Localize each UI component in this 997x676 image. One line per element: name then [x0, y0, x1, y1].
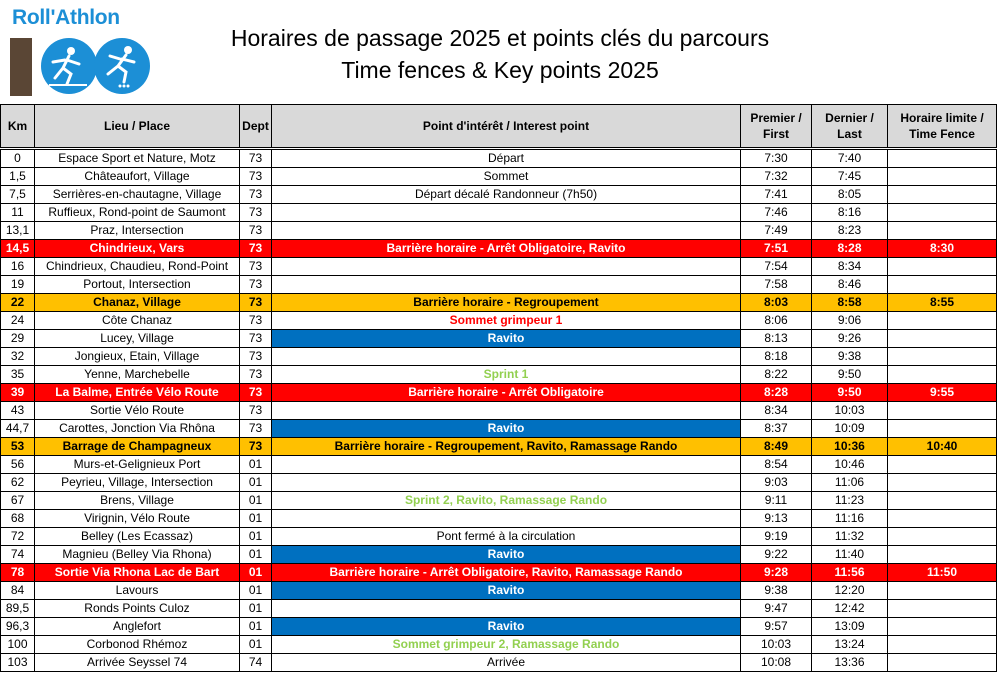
header-dept: Dept	[240, 105, 272, 149]
cell-interest: Barrière horaire - Regroupement	[272, 294, 741, 312]
cell-interest: Pont fermé à la circulation	[272, 528, 741, 546]
cell-interest: Sommet	[272, 168, 741, 186]
table-row	[1, 168, 997, 186]
cell-fence	[888, 276, 997, 294]
cell-fence	[888, 312, 997, 330]
header-interest: Point d'intérêt / Interest point	[272, 105, 741, 149]
cell-interest: Ravito	[272, 582, 741, 600]
header-fence: Horaire limite / Time Fence	[888, 105, 997, 149]
cell-interest: Ravito	[272, 420, 741, 438]
cell-interest	[272, 474, 741, 492]
cell-fence	[888, 474, 997, 492]
table-row	[1, 384, 997, 402]
cell-interest	[272, 348, 741, 366]
cell-dept: 73	[240, 168, 272, 186]
cell-place: Arrivée Seyssel 74	[35, 654, 240, 672]
cell-last: 11:16	[812, 510, 888, 528]
cell-fence	[888, 420, 997, 438]
table-header-row	[1, 105, 997, 149]
cell-first: 7:30	[741, 149, 812, 168]
cell-last: 9:06	[812, 312, 888, 330]
cell-last: 12:20	[812, 582, 888, 600]
schedule-table	[0, 104, 997, 672]
cell-last: 8:34	[812, 258, 888, 276]
cell-fence	[888, 204, 997, 222]
cell-interest	[272, 402, 741, 420]
cell-km: 13,1	[1, 222, 35, 240]
cell-place: Praz, Intersection	[35, 222, 240, 240]
cell-km: 43	[1, 402, 35, 420]
cell-place: Sortie Vélo Route	[35, 402, 240, 420]
table-row	[1, 564, 997, 582]
cell-last: 7:40	[812, 149, 888, 168]
cell-fence	[888, 582, 997, 600]
cell-interest: Barrière horaire - Arrêt Obligatoire, Ravito, Ramassage Rando	[272, 564, 741, 582]
cell-last: 9:50	[812, 366, 888, 384]
cell-km: 84	[1, 582, 35, 600]
cell-place: Lavours	[35, 582, 240, 600]
cell-first: 9:28	[741, 564, 812, 582]
cell-last: 8:58	[812, 294, 888, 312]
cell-interest: Sommet grimpeur 1	[272, 312, 741, 330]
cell-interest: Sprint 2, Ravito, Ramassage Rando	[272, 492, 741, 510]
cell-last: 12:42	[812, 600, 888, 618]
cell-last: 10:36	[812, 438, 888, 456]
table-row	[1, 438, 997, 456]
cell-first: 8:54	[741, 456, 812, 474]
cell-interest: Ravito	[272, 330, 741, 348]
cell-fence	[888, 654, 997, 672]
cell-km: 68	[1, 510, 35, 528]
cell-first: 8:28	[741, 384, 812, 402]
cell-interest	[272, 222, 741, 240]
cell-km: 78	[1, 564, 35, 582]
cell-place: Brens, Village	[35, 492, 240, 510]
cell-interest: Sommet grimpeur 2, Ramassage Rando	[272, 636, 741, 654]
cell-last: 9:26	[812, 330, 888, 348]
cell-last: 11:32	[812, 528, 888, 546]
cell-place: Espace Sport et Nature, Motz	[35, 149, 240, 168]
cell-km: 16	[1, 258, 35, 276]
cell-dept: 73	[240, 204, 272, 222]
cell-last: 10:09	[812, 420, 888, 438]
cell-place: Magnieu (Belley Via Rhona)	[35, 546, 240, 564]
cell-dept: 73	[240, 384, 272, 402]
table-row	[1, 276, 997, 294]
cell-fence	[888, 546, 997, 564]
cell-place: Portout, Intersection	[35, 276, 240, 294]
cell-dept: 73	[240, 420, 272, 438]
table-row	[1, 186, 997, 204]
cell-fence	[888, 149, 997, 168]
table-row	[1, 149, 997, 168]
rollathlon-logo	[4, 4, 154, 100]
cell-km: 35	[1, 366, 35, 384]
cell-first: 9:57	[741, 618, 812, 636]
cell-fence	[888, 330, 997, 348]
cell-first: 8:18	[741, 348, 812, 366]
cell-km: 11	[1, 204, 35, 222]
cell-last: 8:16	[812, 204, 888, 222]
cell-first: 7:41	[741, 186, 812, 204]
cell-dept: 01	[240, 474, 272, 492]
cell-place: Virignin, Vélo Route	[35, 510, 240, 528]
cell-dept: 01	[240, 582, 272, 600]
page-title: Horaires de passage 2025 et points clés du parcours	[230, 25, 770, 51]
cell-fence: 10:40	[888, 438, 997, 456]
table-row	[1, 492, 997, 510]
cell-first: 7:32	[741, 168, 812, 186]
cell-km: 7,5	[1, 186, 35, 204]
cell-first: 7:54	[741, 258, 812, 276]
cell-km: 0	[1, 149, 35, 168]
cell-interest: Barrière horaire - Regroupement, Ravito, Ramassage Rando	[272, 438, 741, 456]
cell-interest: Sprint 1	[272, 366, 741, 384]
cell-last: 11:56	[812, 564, 888, 582]
cell-fence: 8:55	[888, 294, 997, 312]
cell-fence	[888, 636, 997, 654]
cell-dept: 73	[240, 294, 272, 312]
cell-place: Ronds Points Culoz	[35, 600, 240, 618]
logo-skier-circle-icon	[41, 38, 97, 94]
cell-last: 10:46	[812, 456, 888, 474]
cell-dept: 01	[240, 564, 272, 582]
cell-km: 32	[1, 348, 35, 366]
cell-last: 8:05	[812, 186, 888, 204]
cell-dept: 01	[240, 492, 272, 510]
cell-dept: 74	[240, 654, 272, 672]
cell-dept: 73	[240, 258, 272, 276]
cell-interest: Barrière horaire - Arrêt Obligatoire, Ravito	[272, 240, 741, 258]
cell-interest: Arrivée	[272, 654, 741, 672]
cell-place: Ruffieux, Rond-point de Saumont	[35, 204, 240, 222]
cell-dept: 73	[240, 348, 272, 366]
cell-fence	[888, 618, 997, 636]
cell-interest	[272, 204, 741, 222]
cell-dept: 73	[240, 438, 272, 456]
cell-interest	[272, 456, 741, 474]
cell-first: 9:11	[741, 492, 812, 510]
cell-dept: 01	[240, 600, 272, 618]
cell-fence	[888, 258, 997, 276]
cell-first: 8:34	[741, 402, 812, 420]
cell-first: 10:03	[741, 636, 812, 654]
cell-km: 29	[1, 330, 35, 348]
cell-dept: 73	[240, 366, 272, 384]
cell-km: 14,5	[1, 240, 35, 258]
cell-first: 10:08	[741, 654, 812, 672]
cell-first: 8:13	[741, 330, 812, 348]
cell-fence	[888, 366, 997, 384]
table-row	[1, 240, 997, 258]
cell-first: 8:49	[741, 438, 812, 456]
cell-place: Châteaufort, Village	[35, 168, 240, 186]
table-row	[1, 456, 997, 474]
table-row	[1, 474, 997, 492]
cell-place: Anglefort	[35, 618, 240, 636]
cell-km: 62	[1, 474, 35, 492]
cell-place: Chindrieux, Chaudieu, Rond-Point	[35, 258, 240, 276]
cell-last: 11:23	[812, 492, 888, 510]
cell-dept: 73	[240, 240, 272, 258]
cell-fence	[888, 402, 997, 420]
cell-place: Belley (Les Ecassaz)	[35, 528, 240, 546]
cell-fence	[888, 600, 997, 618]
cell-dept: 73	[240, 186, 272, 204]
table-row	[1, 654, 997, 672]
cell-interest: Ravito	[272, 546, 741, 564]
cell-km: 53	[1, 438, 35, 456]
cell-place: Carottes, Jonction Via Rhôna	[35, 420, 240, 438]
table-row	[1, 600, 997, 618]
cell-first: 9:19	[741, 528, 812, 546]
cell-place: Chanaz, Village	[35, 294, 240, 312]
cell-place: Serrières-en-chautagne, Village	[35, 186, 240, 204]
cell-place: La Balme, Entrée Vélo Route	[35, 384, 240, 402]
cell-km: 67	[1, 492, 35, 510]
cell-fence	[888, 222, 997, 240]
cell-interest	[272, 276, 741, 294]
cell-interest: Barrière horaire - Arrêt Obligatoire	[272, 384, 741, 402]
cell-place: Peyrieu, Village, Intersection	[35, 474, 240, 492]
header-first: Premier / First	[741, 105, 812, 149]
cell-first: 8:03	[741, 294, 812, 312]
cell-last: 13:09	[812, 618, 888, 636]
cell-last: 11:40	[812, 546, 888, 564]
table-row	[1, 222, 997, 240]
cell-dept: 73	[240, 312, 272, 330]
table-row	[1, 330, 997, 348]
logo-digit-one	[10, 38, 32, 96]
cell-last: 8:28	[812, 240, 888, 258]
cell-km: 44,7	[1, 420, 35, 438]
cell-first: 9:03	[741, 474, 812, 492]
cell-fence	[888, 168, 997, 186]
cell-km: 89,5	[1, 600, 35, 618]
cell-first: 7:49	[741, 222, 812, 240]
header-place: Lieu / Place	[35, 105, 240, 149]
cell-dept: 73	[240, 330, 272, 348]
cell-interest: Départ	[272, 149, 741, 168]
cell-fence	[888, 510, 997, 528]
cell-fence: 11:50	[888, 564, 997, 582]
cell-interest: Ravito	[272, 618, 741, 636]
cell-dept: 73	[240, 222, 272, 240]
cell-last: 8:46	[812, 276, 888, 294]
cell-last: 11:06	[812, 474, 888, 492]
cell-first: 9:22	[741, 546, 812, 564]
cell-dept: 01	[240, 528, 272, 546]
cell-interest	[272, 600, 741, 618]
table-row	[1, 510, 997, 528]
cell-place: Jongieux, Etain, Village	[35, 348, 240, 366]
cell-fence	[888, 186, 997, 204]
cell-km: 74	[1, 546, 35, 564]
cell-place: Lucey, Village	[35, 330, 240, 348]
cell-fence: 9:55	[888, 384, 997, 402]
table-row	[1, 348, 997, 366]
cell-dept: 73	[240, 149, 272, 168]
cell-place: Barrage de Champagneux	[35, 438, 240, 456]
table-row	[1, 402, 997, 420]
cell-fence	[888, 456, 997, 474]
cell-fence: 8:30	[888, 240, 997, 258]
cell-last: 10:03	[812, 402, 888, 420]
cell-km: 39	[1, 384, 35, 402]
cell-km: 19	[1, 276, 35, 294]
cell-dept: 01	[240, 510, 272, 528]
cell-first: 7:46	[741, 204, 812, 222]
cell-place: Côte Chanaz	[35, 312, 240, 330]
cell-km: 96,3	[1, 618, 35, 636]
cell-dept: 73	[240, 276, 272, 294]
cell-km: 100	[1, 636, 35, 654]
cell-last: 7:45	[812, 168, 888, 186]
table-row	[1, 528, 997, 546]
cell-fence	[888, 492, 997, 510]
cell-place: Chindrieux, Vars	[35, 240, 240, 258]
page-subtitle: Time fences & Key points 2025	[341, 57, 659, 83]
cell-first: 8:22	[741, 366, 812, 384]
table-row	[1, 582, 997, 600]
cell-km: 1,5	[1, 168, 35, 186]
cell-fence	[888, 528, 997, 546]
cell-place: Yenne, Marchebelle	[35, 366, 240, 384]
cell-interest: Départ décalé Randonneur (7h50)	[272, 186, 741, 204]
table-row	[1, 636, 997, 654]
cell-first: 9:13	[741, 510, 812, 528]
table-row	[1, 546, 997, 564]
cell-interest	[272, 510, 741, 528]
cell-km: 22	[1, 294, 35, 312]
cell-fence	[888, 348, 997, 366]
header-last: Dernier / Last	[812, 105, 888, 149]
cell-km: 72	[1, 528, 35, 546]
cell-first: 8:37	[741, 420, 812, 438]
cell-first: 7:58	[741, 276, 812, 294]
cell-interest	[272, 258, 741, 276]
cell-dept: 01	[240, 546, 272, 564]
cell-dept: 73	[240, 402, 272, 420]
table-row	[1, 618, 997, 636]
cell-dept: 01	[240, 618, 272, 636]
cell-last: 9:38	[812, 348, 888, 366]
cell-first: 8:06	[741, 312, 812, 330]
cell-km: 24	[1, 312, 35, 330]
cell-first: 9:47	[741, 600, 812, 618]
header-km: Km	[1, 105, 35, 149]
cell-last: 13:36	[812, 654, 888, 672]
cell-dept: 01	[240, 636, 272, 654]
table-row	[1, 366, 997, 384]
cell-last: 9:50	[812, 384, 888, 402]
table-row	[1, 204, 997, 222]
cell-place: Corbonod Rhémoz	[35, 636, 240, 654]
table-row	[1, 258, 997, 276]
cell-first: 9:38	[741, 582, 812, 600]
cell-km: 103	[1, 654, 35, 672]
table-row	[1, 312, 997, 330]
cell-km: 56	[1, 456, 35, 474]
cell-first: 7:51	[741, 240, 812, 258]
cell-place: Sortie Via Rhona Lac de Bart	[35, 564, 240, 582]
table-row	[1, 294, 997, 312]
logo-text: Roll'Athlon	[12, 6, 120, 29]
cell-last: 8:23	[812, 222, 888, 240]
cell-dept: 01	[240, 456, 272, 474]
cell-last: 13:24	[812, 636, 888, 654]
table-row	[1, 420, 997, 438]
logo-skater-circle-icon	[94, 38, 150, 94]
cell-place: Murs-et-Gelignieux Port	[35, 456, 240, 474]
